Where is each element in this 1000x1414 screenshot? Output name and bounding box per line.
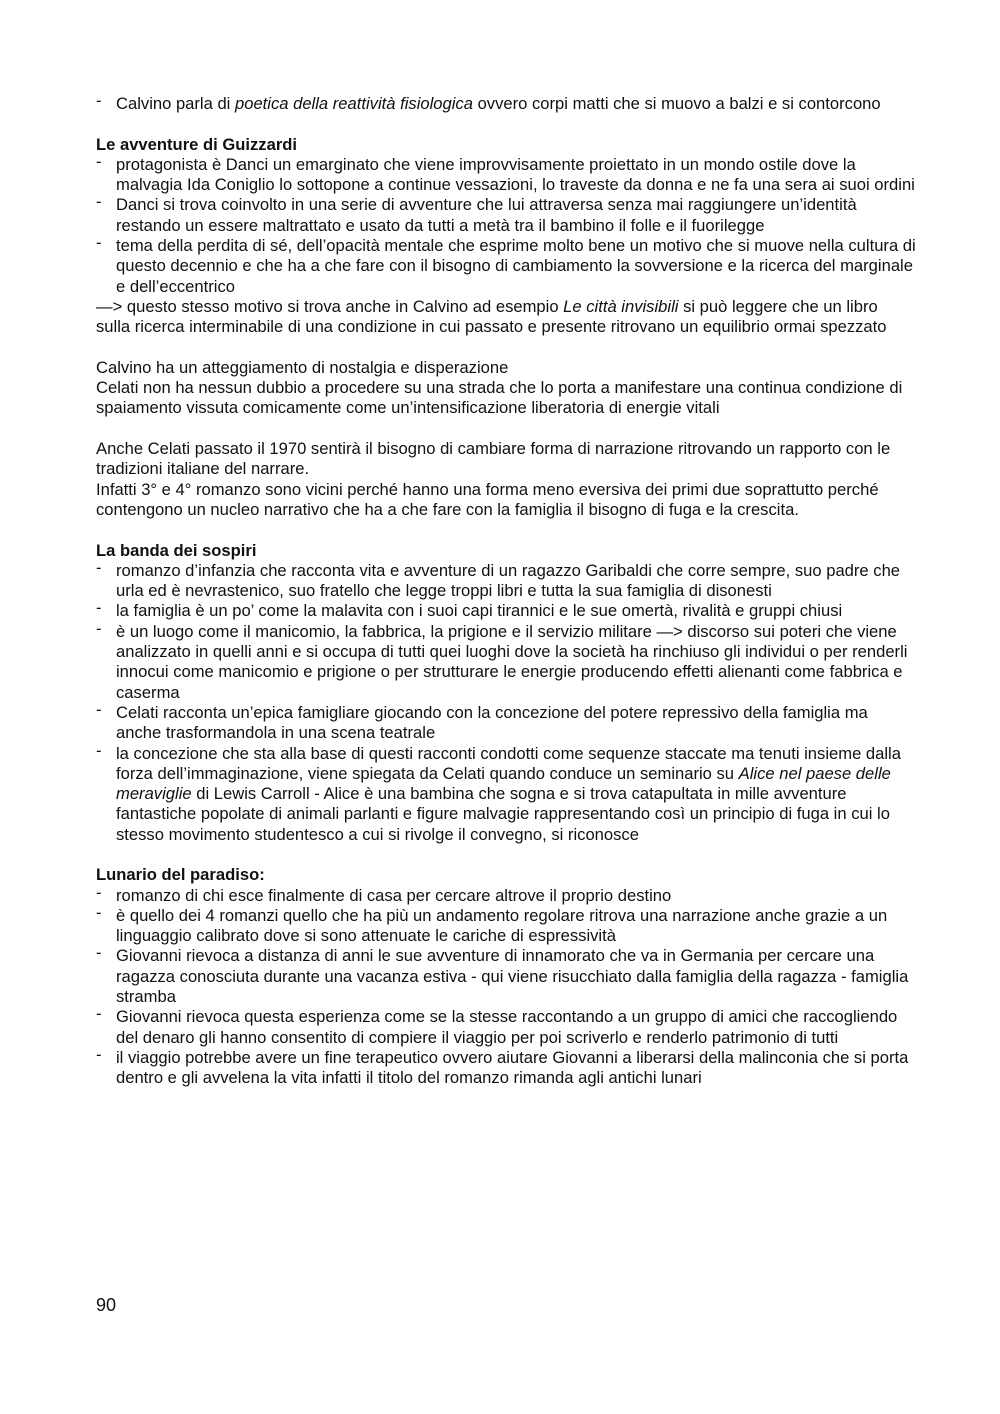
paragraph: Anche Celati passato il 1970 sentirà il bisogno di cambiare forma di narrazione ritrovando un rapporto con le tradizioni italiane del narrare. xyxy=(96,439,891,479)
calvino-note: —> questo stesso motivo si trova anche in Calvino ad esempio Le città invisibili si può leggere che un libro sulla ricerca interminabile di una condizione in cui passato e presente ritrovano un equilibrio ormai spezzato xyxy=(96,296,887,337)
list-item: - tema della perdita di sé, dell’opacità mentale che esprime molto bene un motivo che si muove nella cultura di questo decennio e che ha a che fare con il bisogno di cambiamento la sovversione e la ricerca del marginale e dell’eccentrico xyxy=(96,236,916,297)
list-item: - Danci si trova coinvolto in una serie di avventure che lui attraversa senza mai raggiungere un’identità restando un essere maltrattato e usato da tutti a metà tra il bambino il folle e il fuorilegge xyxy=(96,195,916,236)
sospiri-list xyxy=(96,561,916,845)
page-number: 90 xyxy=(96,1295,117,1315)
section-heading-guizzardi: Le avventure di Guizzardi xyxy=(96,134,298,154)
list-item: - la concezione che sta alla base di questi racconti condotti come sequenze staccate ma tenuti insieme dalla forza dell’immaginazione, viene spiegata da Celati quando conduce un seminario su Alice nel paese delle meraviglie di Lewis Carroll - Alice è una bambina che sogna e si trova catapultata in mille avventure fantastiche popolate di animali parlanti e figure malvagie rappresentando così un principio di fuga in cui lo stesso movimento studentesco a cui si rivolge il convegno, si riconosce xyxy=(96,744,916,845)
list-item: - Calvino parla di poetica della reattività fisiologica ovvero corpi matti che si muovo a balzi e si contorcono xyxy=(96,94,916,114)
list-item: - Celati racconta un’epica famigliare giocando con la concezione del potere repressivo della famiglia ma anche trasformandola in una scena teatrale xyxy=(96,703,916,744)
list-item: - è un luogo come il manicomio, la fabbrica, la prigione e il servizio militare —> discorso sui poteri che viene analizzato in quelli anni e si occupa di tutti quei luoghi dove la società ha rinchiuso gli individui o per renderli innocui come manicomio e prigione o per strutturare le energie producendo effetti alienanti come fabbrica e caserma xyxy=(96,622,916,703)
section-heading-sospiri: La banda dei sospiri xyxy=(96,540,257,560)
paragraph: Calvino ha un atteggiamento di nostalgia e disperazione xyxy=(96,357,509,377)
list-item: - Giovanni rievoca a distanza di anni le sue avventure di innamorato che va in Germania per cercare una ragazza conosciuta durante una vacanza estiva - qui viene risucchiato dalla famiglia della ragazza - famiglia stramba xyxy=(96,946,916,1007)
list-item: - la famiglia è un po’ come la malavita con i suoi capi tirannici e le sue omertà, rivalità e gruppi chiusi xyxy=(96,601,916,621)
lunario-list xyxy=(96,886,916,1089)
paragraph: Infatti 3° e 4° romanzo sono vicini perché hanno una forma meno eversiva dei primi due soprattutto perché contengono un nucleo narrativo che ha a che fare con la famiglia il bisogno di fuga e la crescita. xyxy=(96,479,879,519)
document-page xyxy=(96,94,916,1089)
list-item: - romanzo d’infanzia che racconta vita e avventure di un ragazzo Garibaldi che corre sempre, suo padre che urla ed è nevrastenico, suo fratello che legge troppi libri e tutta la sua famiglia di disonesti xyxy=(96,561,916,602)
list-item: - è quello dei 4 romanzi quello che ha più un andamento regolare ritrova una narrazione anche grazie a un linguaggio calibrato dove si sono attenuate le cariche di espressività xyxy=(96,906,916,947)
list-item: - romanzo di chi esce finalmente di casa per cercare altrove il proprio destino xyxy=(96,886,916,906)
intro-list xyxy=(96,94,916,114)
guizzardi-list xyxy=(96,155,916,297)
list-item: - Giovanni rievoca questa esperienza come se la stesse raccontando a un gruppo di amici che raccogliendo del denaro gli hanno consentito di compiere il viaggio per poi scriverlo e renderlo patrimonio di tutti xyxy=(96,1007,916,1048)
list-item: - protagonista è Danci un emarginato che viene improvvisamente proiettato in un mondo ostile dove la malvagia Ida Coniglio lo sottopone a continue vessazioni, lo traveste da donna e ne fa una sera ai suoi ordini xyxy=(96,155,916,196)
list-item: - il viaggio potrebbe avere un fine terapeutico ovvero aiutare Giovanni a liberarsi della malinconia che si porta dentro e gli avvelena la vita infatti il titolo del romanzo rimanda agli antichi lunari xyxy=(96,1048,916,1089)
section-heading-lunario: Lunario del paradiso: xyxy=(96,865,265,885)
paragraph: Celati non ha nessun dubbio a procedere su una strada che lo porta a manifestare una continua condizione di spaiamento vissuta comicamente come un’intensificazione liberatoria di energie vitali xyxy=(96,378,903,418)
